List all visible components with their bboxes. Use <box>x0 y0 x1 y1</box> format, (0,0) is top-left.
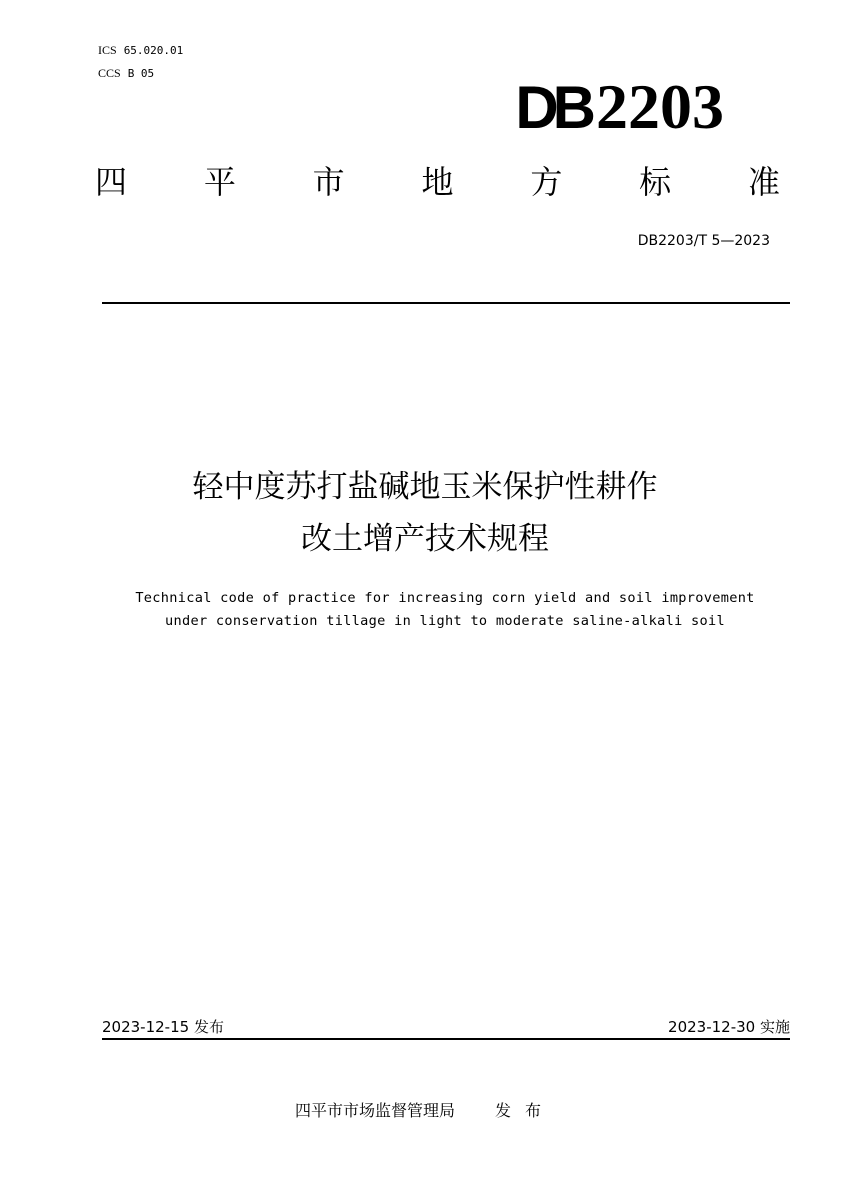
db-standard-logo <box>515 72 724 143</box>
standard-type-char: 标 <box>639 163 672 201</box>
standard-type-char: 四 <box>95 163 128 201</box>
title-chinese-line-2: 改土增产技术规程 <box>301 521 549 557</box>
issue-verb: 发布 <box>495 1101 556 1120</box>
standard-type-char: 地 <box>421 163 454 201</box>
logo-db-mark: DB <box>515 74 590 141</box>
standard-type-char: 准 <box>747 163 780 201</box>
standard-number: DB2203/T 5—2023 <box>637 233 770 249</box>
title-english-line-2: under conservation tillage in light to moderate saline-alkali soil <box>165 613 725 629</box>
top-divider <box>102 302 790 304</box>
title-chinese-line-1: 轻中度苏打盐碱地玉米保护性耕作 <box>192 469 658 505</box>
issuing-authority <box>0 1100 850 1122</box>
standard-type-char: 平 <box>203 163 236 201</box>
standard-type-heading <box>95 162 780 202</box>
ics-label: ICS <box>98 43 117 57</box>
bottom-divider <box>102 1038 790 1040</box>
standard-type-char: 方 <box>530 163 563 201</box>
issuer-name: 四平市市场监督管理局 <box>294 1101 455 1120</box>
ics-code: 65.020.01 <box>123 44 184 57</box>
logo-region-code: 2203 <box>596 71 724 142</box>
ccs-code: B 05 <box>127 67 155 80</box>
ccs-classification <box>98 66 154 81</box>
standard-type-char: 市 <box>312 163 345 201</box>
implementation-date: 2023-12-30 实施 <box>668 1018 790 1036</box>
ics-classification <box>98 43 183 58</box>
issue-date: 2023-12-15 发布 <box>102 1018 224 1036</box>
ccs-label: CCS <box>98 66 121 80</box>
title-english-line-1: Technical code of practice for increasing corn yield and soil improvement <box>135 590 755 606</box>
